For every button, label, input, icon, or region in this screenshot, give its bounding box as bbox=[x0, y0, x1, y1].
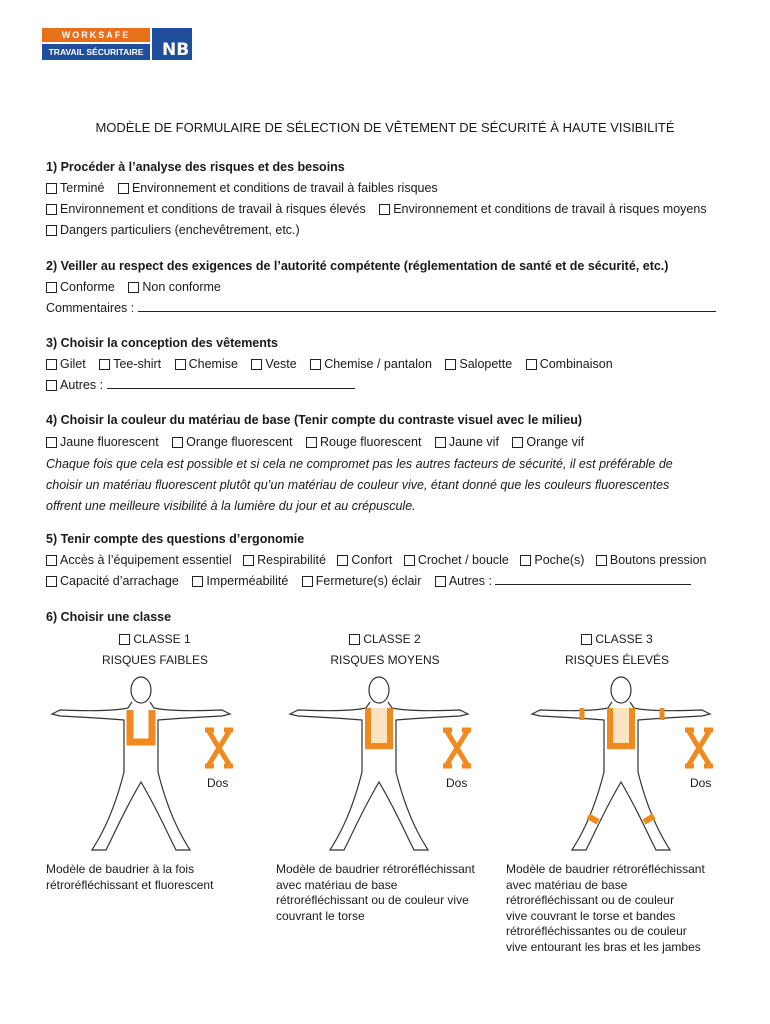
class-3-header bbox=[537, 632, 697, 646]
option-label: Jaune vif bbox=[448, 435, 499, 449]
logo-nb-block bbox=[152, 28, 192, 60]
class-label: CLASSE 3 bbox=[595, 632, 653, 646]
autres-conception-field[interactable] bbox=[107, 378, 355, 389]
desc-line: avec matériau de base bbox=[506, 877, 628, 892]
checkbox-acces-equipement[interactable] bbox=[46, 555, 57, 566]
checkbox-risques-moyens[interactable] bbox=[379, 204, 390, 215]
checkbox-veste[interactable] bbox=[251, 359, 262, 370]
desc-line: rétroréfléchissant ou de couleur bbox=[506, 893, 675, 907]
option-label: Crochet / boucle bbox=[417, 553, 509, 567]
class-label: CLASSE 1 bbox=[133, 632, 191, 646]
option-label: Autres : bbox=[60, 378, 104, 392]
section-1-heading: 1) Procéder à l’analyse des risques et des besoins bbox=[46, 160, 345, 174]
option-label: Rouge fluorescent bbox=[319, 435, 422, 449]
checkbox-jaune-fluorescent[interactable] bbox=[46, 437, 57, 448]
checkbox-crochet-boucle[interactable] bbox=[404, 555, 415, 566]
option-label: Gilet bbox=[60, 357, 86, 371]
class-2-description bbox=[276, 862, 475, 924]
option-label: Jaune fluorescent bbox=[60, 435, 159, 449]
checkbox-rouge-fluorescent[interactable] bbox=[306, 437, 317, 448]
option-label: Combinaison bbox=[539, 357, 613, 371]
option-label: Dangers particuliers (enchevêtrement, etc.) bbox=[60, 223, 300, 237]
logo-bottom-text: TRAVAIL SÉCURITAIRE bbox=[42, 44, 150, 60]
section-3-heading: 3) Choisir la conception des vêtements bbox=[46, 336, 279, 350]
checkbox-risques-eleves[interactable] bbox=[46, 204, 57, 215]
option-label: Confort bbox=[351, 553, 393, 567]
class-1-dos-label: Dos bbox=[207, 776, 229, 790]
option-label: Accès à l’équipement essentiel bbox=[60, 553, 232, 567]
color-note-line-3: offrent une meilleure visibilité à la lumière du jour et au crépuscule. bbox=[46, 499, 416, 513]
logo-nb-text: NB bbox=[162, 40, 190, 60]
option-label: Tee-shirt bbox=[113, 357, 162, 371]
checkbox-confort[interactable] bbox=[337, 555, 348, 566]
worksafe-logo bbox=[42, 26, 192, 66]
class-3-risk: RISQUES ÉLEVÉS bbox=[564, 653, 670, 667]
comments-label: Commentaires : bbox=[46, 301, 135, 315]
desc-line: vive entourant les bras et les jambes bbox=[506, 939, 701, 954]
section-5-heading: 5) Tenir compte des questions d’ergonomie bbox=[46, 532, 305, 546]
option-label: Poche(s) bbox=[534, 553, 585, 567]
checkbox-chemise-pantalon[interactable] bbox=[310, 359, 321, 370]
class-3-description bbox=[506, 862, 705, 955]
class-1-figure-illustration bbox=[40, 672, 255, 857]
option-label: Orange fluorescent bbox=[186, 435, 293, 449]
checkbox-classe-3[interactable] bbox=[581, 634, 592, 645]
class-2-figure-illustration bbox=[278, 672, 493, 857]
checkbox-combinaison[interactable] bbox=[526, 359, 537, 370]
option-label: Chemise bbox=[188, 357, 238, 371]
option-label: Autres : bbox=[448, 574, 492, 588]
checkbox-tee-shirt[interactable] bbox=[99, 359, 110, 370]
checkbox-orange-fluorescent[interactable] bbox=[172, 437, 183, 448]
checkbox-respirabilite[interactable] bbox=[243, 555, 254, 566]
checkbox-classe-2[interactable] bbox=[349, 634, 360, 645]
option-label: Imperméabilité bbox=[206, 574, 289, 588]
page-title: MODÈLE DE FORMULAIRE DE SÉLECTION DE VÊTEMENT DE SÉCURITÉ À HAUTE VISIBILITÉ bbox=[95, 120, 675, 135]
class-2-risk: RISQUES MOYENS bbox=[330, 653, 440, 667]
desc-line: Modèle de baudrier rétroréfléchissant bbox=[506, 862, 705, 876]
checkbox-conforme[interactable] bbox=[46, 282, 57, 293]
option-label: Non conforme bbox=[142, 280, 221, 294]
checkbox-impermeabilite[interactable] bbox=[192, 576, 203, 587]
desc-line: rétroréfléchissant et fluorescent bbox=[46, 877, 214, 892]
desc-line: Modèle de baudrier à la fois bbox=[46, 862, 195, 876]
section-4-heading: 4) Choisir la couleur du matériau de base (Tenir compte du contraste visuel avec le milieu) bbox=[46, 413, 583, 427]
checkbox-autres-conception[interactable] bbox=[46, 380, 57, 391]
desc-line: vive couvrant le torse et bandes bbox=[506, 908, 676, 923]
color-note-line-2: choisir un matériau fluorescent plutôt qu’un matériau de couleur vive, étant donné que les couleurs fluorescentes bbox=[46, 478, 670, 492]
checkbox-classe-1[interactable] bbox=[119, 634, 130, 645]
checkbox-boutons-pression[interactable] bbox=[596, 555, 607, 566]
class-1-risk: RISQUES FAIBLES bbox=[101, 653, 209, 667]
checkbox-termine[interactable] bbox=[46, 183, 57, 194]
option-label: Environnement et conditions de travail à risques moyens bbox=[393, 202, 707, 216]
desc-line: rétroréfléchissant ou de couleur vive bbox=[276, 893, 469, 907]
class-3-figure-illustration bbox=[520, 672, 735, 857]
option-label: Salopette bbox=[459, 357, 513, 371]
option-label: Veste bbox=[265, 357, 297, 371]
checkbox-non-conforme[interactable] bbox=[128, 282, 139, 293]
option-label: Capacité d’arrachage bbox=[60, 574, 179, 588]
checkbox-fermeture-eclair[interactable] bbox=[302, 576, 313, 587]
checkbox-jaune-vif[interactable] bbox=[435, 437, 446, 448]
desc-line: Modèle de baudrier rétroréfléchissant bbox=[276, 862, 475, 876]
checkbox-salopette[interactable] bbox=[445, 359, 456, 370]
option-label: Orange vif bbox=[526, 435, 585, 449]
comments-field[interactable] bbox=[138, 301, 716, 312]
checkbox-chemise[interactable] bbox=[175, 359, 186, 370]
option-label: Boutons pression bbox=[609, 553, 707, 567]
class-1-description bbox=[46, 862, 213, 893]
checkbox-capacite-arrachage[interactable] bbox=[46, 576, 57, 587]
checkbox-dangers-particuliers[interactable] bbox=[46, 225, 57, 236]
desc-line: avec matériau de base bbox=[276, 877, 398, 892]
section-2-heading: 2) Veiller au respect des exigences de l’autorité compétente (réglementation de santé et de sécurité, etc.) bbox=[46, 259, 669, 273]
class-label: CLASSE 2 bbox=[363, 632, 421, 646]
section-6-heading: 6) Choisir une classe bbox=[46, 610, 172, 624]
checkbox-orange-vif[interactable] bbox=[512, 437, 523, 448]
checkbox-poches[interactable] bbox=[520, 555, 531, 566]
checkbox-gilet[interactable] bbox=[46, 359, 57, 370]
class-2-header bbox=[305, 632, 465, 646]
desc-line: couvrant le torse bbox=[276, 908, 365, 923]
option-label: Terminé bbox=[60, 181, 105, 195]
option-label: Fermeture(s) éclair bbox=[315, 574, 422, 588]
option-label: Environnement et conditions de travail à risques élevés bbox=[60, 202, 366, 216]
checkbox-autres-ergonomie[interactable] bbox=[435, 576, 446, 587]
desc-line: rétroréfléchissantes ou de couleur bbox=[506, 924, 687, 938]
option-label: Chemise / pantalon bbox=[324, 357, 432, 371]
checkbox-faibles-risques[interactable] bbox=[118, 183, 129, 194]
option-label: Respirabilité bbox=[257, 553, 326, 567]
logo-top-text: WORKSAFE bbox=[42, 28, 150, 42]
autres-ergonomie-field[interactable] bbox=[495, 574, 691, 585]
option-label: Conforme bbox=[60, 280, 115, 294]
option-label: Environnement et conditions de travail à faibles risques bbox=[131, 181, 438, 195]
color-note-line-1: Chaque fois que cela est possible et si cela ne compromet pas les autres facteurs de sécurité, il est préférable de bbox=[46, 457, 673, 471]
class-2-dos-label: Dos bbox=[446, 776, 468, 790]
class-1-header bbox=[75, 632, 235, 646]
class-3-dos-label: Dos bbox=[690, 776, 712, 790]
